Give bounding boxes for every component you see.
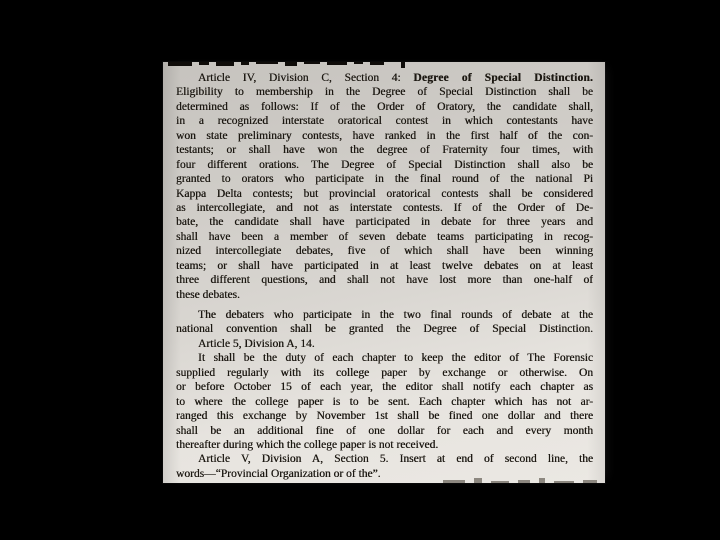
text-line-content: won state preliminary contests, have ranked in the first half of the con- bbox=[176, 129, 593, 142]
text-line-content: It shall be the duty of each chapter to keep the editor of The Forensic bbox=[198, 352, 593, 365]
text-line-content: Eligibility to membership in the Degree of Special Distinction shall be bbox=[176, 86, 593, 99]
glyph-fragment bbox=[241, 62, 249, 65]
text-line bbox=[176, 129, 593, 143]
text-line bbox=[176, 337, 593, 351]
text-line-content: words—“Provincial Organization or of the”. bbox=[176, 467, 381, 480]
text-line bbox=[176, 187, 593, 201]
text-line bbox=[176, 351, 593, 365]
text-line-content: ranged this exchange by November 1st shall be fined one dollar and there bbox=[176, 410, 593, 423]
text-line-content: nized intercollegiate debates, five of which shall have been winning bbox=[176, 245, 593, 258]
scanned-page bbox=[163, 62, 605, 483]
text-line bbox=[176, 322, 593, 336]
text-line bbox=[176, 424, 593, 438]
text-line-content: Article 5, Division A, 14. bbox=[198, 337, 315, 350]
text-line-content: supplied regularly with its college paper by exchange or otherwise. On bbox=[176, 366, 593, 379]
text-line bbox=[176, 366, 593, 380]
text-line bbox=[176, 85, 593, 99]
glyph-fragment bbox=[216, 62, 234, 66]
text-line bbox=[176, 230, 593, 244]
page-text bbox=[176, 71, 593, 481]
text-line-content: in a recognized interstate oratorical contest in which contestants have bbox=[176, 115, 593, 128]
glyph-fragment bbox=[199, 62, 209, 65]
text-line bbox=[176, 395, 593, 409]
text-line bbox=[176, 215, 593, 229]
glyph-fragment bbox=[539, 478, 545, 483]
text-line bbox=[176, 114, 593, 128]
text-line bbox=[176, 143, 593, 157]
glyph-fragment bbox=[327, 62, 347, 65]
text-line-content: Article IV, Division C, Section 4: bbox=[198, 72, 401, 84]
glyph-fragment bbox=[474, 478, 482, 483]
text-line bbox=[176, 308, 593, 322]
glyph-fragment bbox=[168, 62, 192, 66]
glyph-fragment bbox=[401, 62, 405, 68]
text-line bbox=[176, 288, 593, 302]
text-line-content: national convention shall be granted the Degree of Special Distinction. bbox=[176, 323, 593, 336]
text-line-content: four different orations. The Degree of Special Distinction shall also be bbox=[176, 158, 593, 171]
text-line bbox=[176, 438, 593, 452]
glyph-fragment bbox=[491, 481, 509, 483]
text-line-content: Kappa Delta contests; but provincial oratorical contests shall be considered bbox=[176, 187, 593, 200]
text-line-content: teams; or shall have participated in at least twelve debates on at least bbox=[176, 259, 593, 272]
glyph-fragment bbox=[256, 62, 278, 64]
text-line-content: determined as follows: If of the Order of Oratory, the candidate shall, bbox=[176, 100, 593, 113]
text-line bbox=[176, 380, 593, 394]
section-heading-bold: Degree of Special Distinction. bbox=[413, 72, 593, 84]
text-line-content: thereafter during which the college paper is not received. bbox=[176, 438, 439, 451]
glyph-fragment bbox=[443, 480, 465, 483]
text-line bbox=[176, 452, 593, 466]
text-line-content: three different questions, and shall not have lost more than one-half of bbox=[176, 274, 593, 287]
text-line bbox=[176, 158, 593, 172]
text-line bbox=[176, 201, 593, 215]
text-line-content: as intercollegiate, and not as interstate contests. If of the Order of De- bbox=[176, 201, 593, 214]
text-line-content: shall be an additional fine of one dollar for each and every month bbox=[176, 424, 593, 437]
text-line-content: or before October 15 of each year, the editor shall notify each chapter as bbox=[176, 381, 593, 394]
text-line-content: shall have been a member of seven debate teams participating in recog- bbox=[176, 230, 593, 243]
text-line bbox=[176, 244, 593, 258]
text-line-content: these debates. bbox=[176, 288, 240, 301]
glyph-fragment bbox=[304, 62, 320, 64]
text-line bbox=[176, 409, 593, 423]
glyph-fragment bbox=[518, 480, 530, 483]
cropped-line-bottom-fragment bbox=[357, 478, 597, 483]
glyph-fragment bbox=[354, 62, 363, 64]
glyph-fragment bbox=[554, 481, 574, 483]
glyph-fragment bbox=[370, 62, 384, 65]
text-line bbox=[176, 172, 593, 186]
text-line bbox=[176, 100, 593, 114]
text-line-content: bate, the candidate shall have participated in debate for three years and bbox=[176, 216, 593, 229]
text-line bbox=[176, 71, 593, 85]
text-line-content: granted to orators who participate in the final round of the national Pi bbox=[176, 173, 593, 186]
text-line bbox=[176, 259, 593, 273]
cropped-line-top-fragment bbox=[168, 62, 468, 68]
text-line-content: testants; or shall have won the degree of Fraternity four times, with bbox=[176, 144, 593, 157]
text-line-content: to where the college paper is to be sent. Each chapter which has not ar- bbox=[176, 395, 593, 408]
text-line-content: The debaters who participate in the two final rounds of debate at the bbox=[198, 309, 593, 321]
text-line-content: Article V, Division A, Section 5. Insert at end of second line, the bbox=[198, 453, 593, 466]
glyph-fragment bbox=[285, 62, 297, 66]
glyph-fragment bbox=[583, 480, 597, 483]
text-line bbox=[176, 273, 593, 287]
